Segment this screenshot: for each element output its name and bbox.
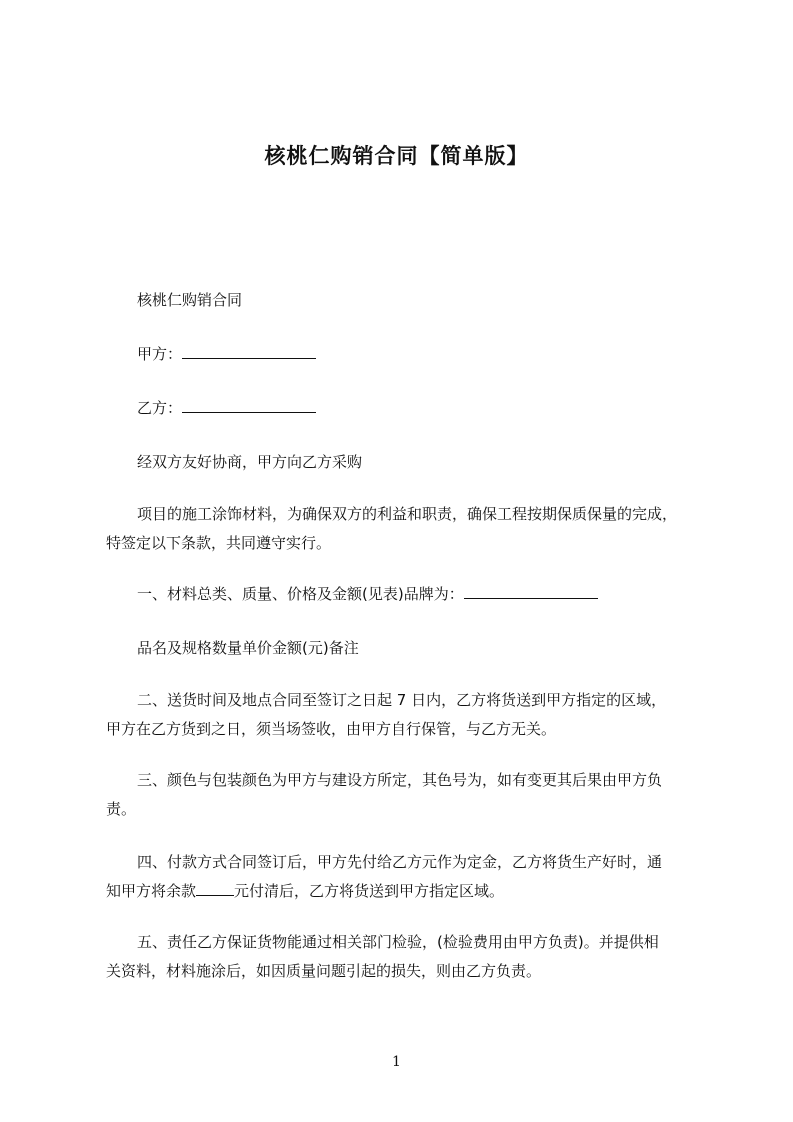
clause-3: [106, 766, 706, 824]
party-b-label: 乙方：: [137, 399, 183, 417]
clause-4: [106, 848, 706, 906]
clause-5-line-2: 关资料，材料施涂后，如因质量问题引起的损失，则由乙方负责。: [106, 962, 542, 980]
clause-5: [106, 928, 706, 986]
party-b-line: [106, 394, 737, 423]
clause-3-line-2: 责。: [106, 800, 137, 818]
clause-4-line-2-end: 元付清后，乙方将货送到甲方指定区域。: [234, 882, 505, 900]
clause-2-line-2: 甲方在乙方货到之日，须当场签收，由甲方自行保管，与乙方无关。: [106, 720, 557, 738]
clause-1-text: 一、材料总类、质量、价格及金额(见表)品牌为：: [137, 585, 464, 603]
party-a-label: 甲方：: [137, 345, 183, 363]
clause-4-line-2-start: 知甲方将余款: [106, 882, 197, 900]
balance-blank: [196, 881, 234, 896]
document-title: 核桃仁购销合同【简单版】: [264, 144, 529, 168]
intro-paragraph: [106, 500, 706, 558]
party-b-blank: [182, 398, 316, 413]
clause-4-line-1: 四、付款方式合同签订后，甲方先付给乙方元作为定金，乙方将货生产好时，通: [137, 853, 663, 871]
brand-blank: [464, 584, 598, 599]
clause-5-line-1: 五、责任乙方保证货物能通过相关部门检验，(检验费用由甲方负责)。并提供相: [137, 933, 659, 951]
party-a-line: [106, 340, 737, 369]
table-header: 品名及规格数量单价金额(元)备注: [137, 639, 359, 657]
intro-line: 经双方友好协商，甲方向乙方采购: [137, 453, 363, 471]
contract-subtitle: 核桃仁购销合同: [137, 291, 243, 309]
intro-paragraph-line-1: 项目的施工涂饰材料，为确保双方的利益和职责，确保工程按期保质保量的完成，: [137, 505, 678, 523]
clause-3-line-1: 三、颜色与包装颜色为甲方与建设方所定，其色号为，如有变更其后果由甲方负: [137, 771, 663, 789]
clause-1: [106, 580, 737, 609]
clause-2: [106, 686, 706, 744]
party-a-blank: [182, 344, 316, 359]
clause-4-line-2: [106, 877, 706, 906]
clause-2-line-1: 二、送货时间及地点合同至签订之日起 7 日内，乙方将货送到甲方指定的区域，: [137, 691, 667, 709]
page-number: 1: [392, 1054, 401, 1070]
intro-paragraph-line-2: 特签定以下条款，共同遵守实行。: [106, 534, 332, 552]
